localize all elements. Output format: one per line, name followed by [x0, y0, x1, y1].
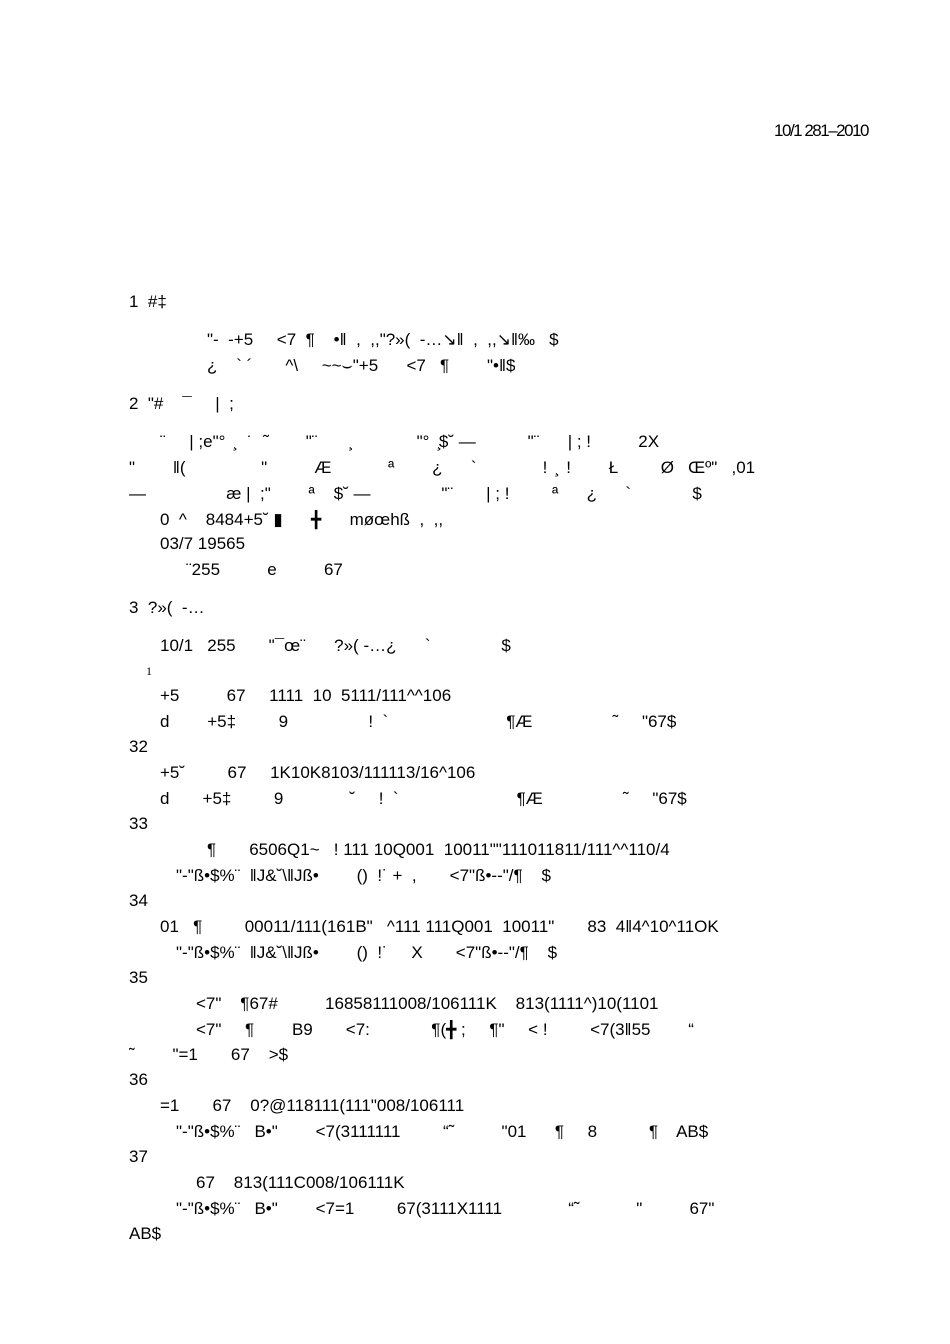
- text-line: 67 813(111C008/106111K: [196, 1173, 405, 1192]
- text-line: 2 "# ¯ | ;: [129, 394, 234, 413]
- text-line: =1 67 0?@118111(111"008/106111: [160, 1096, 465, 1115]
- text-line: 32: [129, 737, 148, 756]
- text-line: 33: [129, 814, 148, 833]
- text-line: d +5‡ 9 ! ` ¶Æ ˜ "67$: [160, 712, 677, 731]
- text-line: 35: [129, 968, 148, 987]
- text-line: <7" ¶ B9 <7: ¶(╋ ; ¶" < ! <7(3‖55 “: [196, 1020, 694, 1039]
- text-line: 03/7 19565: [160, 534, 246, 553]
- text-line: "-"ß•$%¨ B•" <7=1 67(3111X1111 “˜ " 67": [176, 1199, 715, 1218]
- text-line: 3 ?»( -…: [129, 598, 205, 617]
- text-line: 01 ¶ 00011/111(161B" ^111 111Q001 10011" 83 4‖4^10^11OK: [160, 917, 719, 936]
- text-line: ¶ 6506Q1~ ! 111 10Q001 10011""111011811/111^^110/4: [207, 840, 670, 859]
- text-line: — æ | ;" ª $˘ — "¨ | ; ! ª ¿ ` $: [129, 484, 702, 503]
- text-line: 37: [129, 1147, 148, 1166]
- text-line: ¨ | ;e"° ̧ ̇ ̃ "¨ ̧ "° ̧$˘ — "¨ | ; ! 2X: [160, 432, 660, 451]
- standard-number-header: 10/1 281–2010: [774, 121, 868, 140]
- text-line: " ‖( " Æ ª ¿ ` ! ̧ ! Ł Ø Œº" ,01: [129, 458, 756, 477]
- text-line: 10/1 255 "¯œ¨ ?»( -…¿ ` $: [160, 636, 511, 655]
- text-line: +5˘ 67 1K10K8103/111113/16^106: [160, 763, 476, 782]
- text-line: 0 ^ 8484+5˘ ▮ ╋ møœhß , ,,: [160, 510, 444, 529]
- text-line: "-"ß•$%¨ ‖J&˘\‖Jß• () !˙ + , <7"ß•--"/¶ $: [176, 866, 551, 885]
- text-line: "- -+5 <7 ¶ •‖ , ,,"?»( -…↘‖ , ,,↘‖‰ $: [207, 330, 559, 349]
- text-line: ¨255 e 67: [186, 560, 343, 579]
- text-line: 1 #‡: [129, 292, 167, 311]
- text-line: ˜ "=1 67 >$: [129, 1045, 289, 1064]
- text-line: "-"ß•$%¨ ‖J&˘\‖Jß• () !˙ X <7"ß•--"/¶ $: [176, 943, 558, 962]
- text-line: 36: [129, 1070, 148, 1089]
- text-line: 1: [146, 664, 152, 678]
- text-line: AB$: [129, 1224, 162, 1243]
- text-line: ¿ ` ´ ^\ ~~⌣"+5 <7 ¶ "•‖$: [207, 356, 516, 375]
- text-line: d +5‡ 9 ˘ ! ` ¶Æ ˜ "67$: [160, 789, 687, 808]
- text-line: +5 67 1111 10 5111/111^^106: [160, 686, 452, 705]
- text-line: "-"ß•$%¨ B•" <7(3111111 “˜ "01 ¶ 8 ¶ AB$: [176, 1122, 709, 1141]
- text-line: <7" ¶67# 16858111008/106111K 813(1111^)10(1101: [196, 994, 659, 1013]
- text-line: 34: [129, 891, 148, 910]
